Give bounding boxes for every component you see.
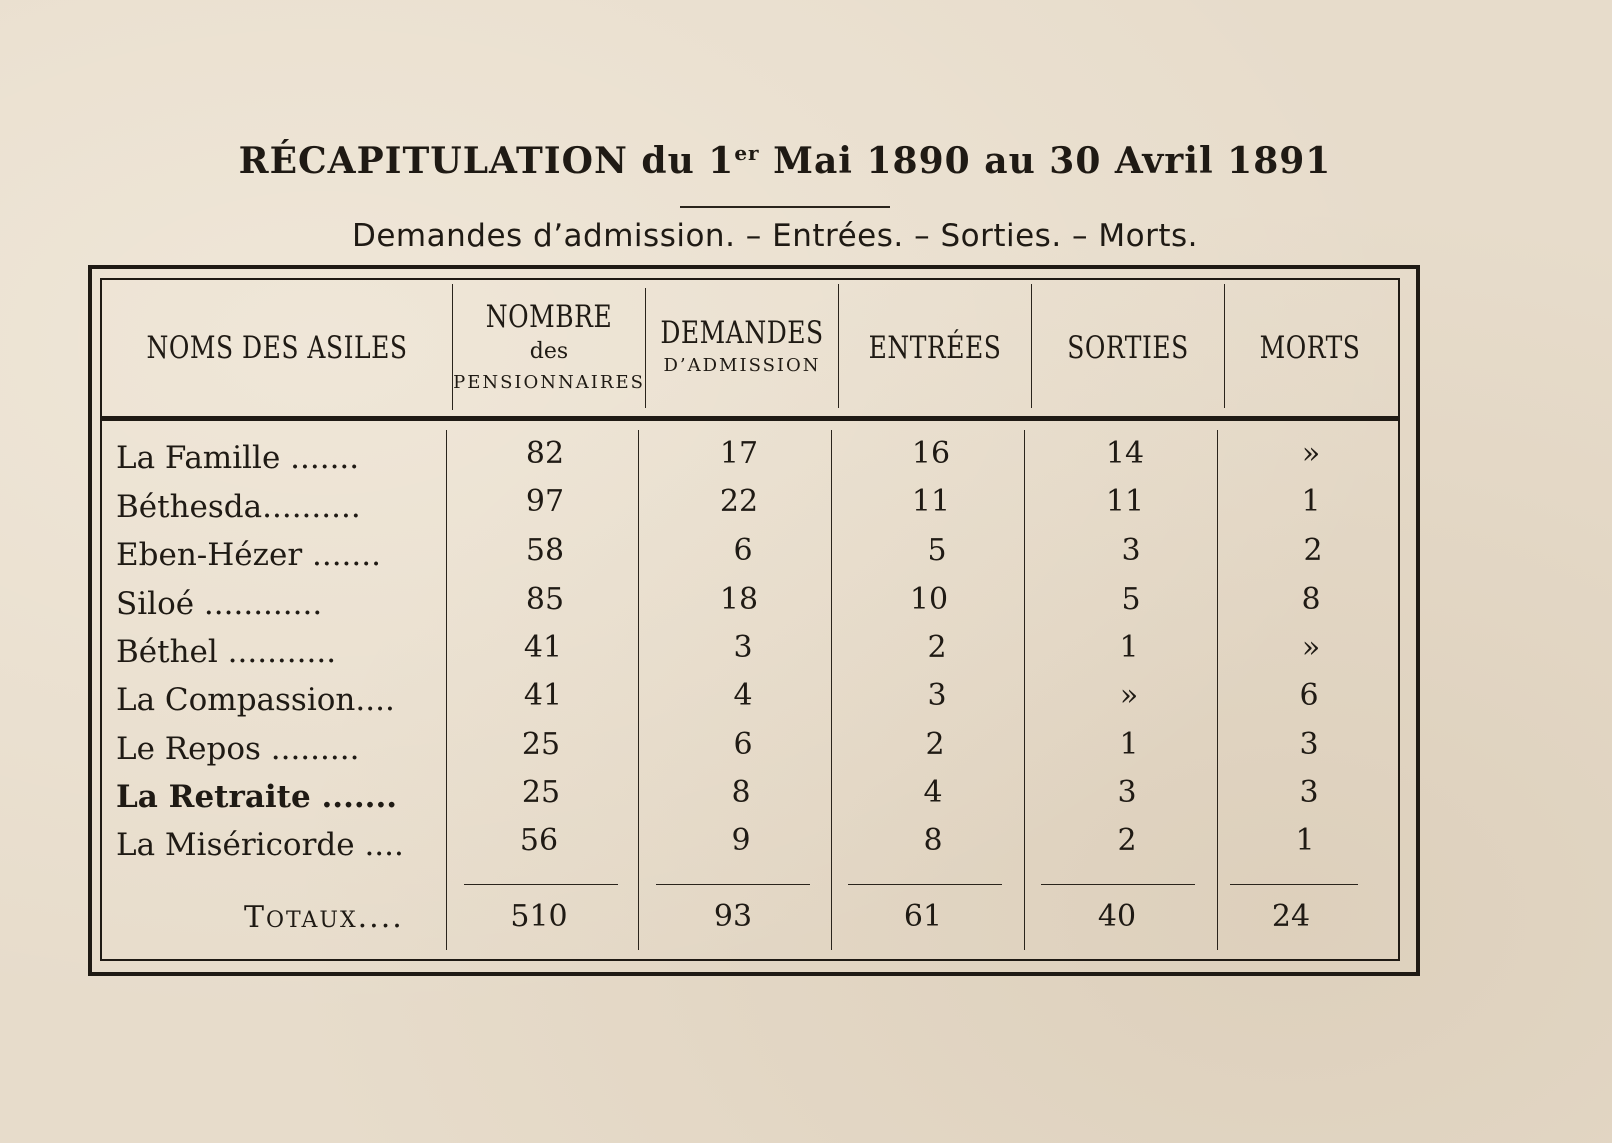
total-entrees: 61	[903, 899, 943, 934]
cell-entrees: 2	[927, 630, 947, 665]
cell-nombre: 97	[525, 484, 565, 519]
row-name: Béthel ...........	[116, 634, 337, 670]
page-title	[0, 140, 1570, 182]
cell-morts: »	[1301, 436, 1321, 471]
totals-label-initial: T	[244, 900, 267, 935]
title-prefix: RÉCAPITULATION du 1	[238, 140, 735, 182]
cell-entrees: 16	[911, 436, 951, 471]
row-name: Le Repos .........	[116, 731, 360, 767]
cell-morts: 6	[1299, 678, 1319, 713]
cell-morts: 3	[1299, 775, 1319, 810]
cell-sorties: 3	[1117, 775, 1137, 810]
cell-entrees: 3	[927, 678, 947, 713]
header-nombre-line1: NOMBRE	[485, 297, 613, 335]
sum-rule	[656, 884, 810, 885]
header-entrees	[840, 282, 1030, 412]
cell-demandes: 22	[719, 484, 759, 519]
title-superscript: er	[734, 141, 760, 165]
cell-demandes: 4	[733, 678, 753, 713]
total-morts: 24	[1271, 899, 1311, 934]
column-divider	[1217, 430, 1218, 950]
cell-sorties: 11	[1105, 484, 1145, 519]
cell-entrees: 8	[923, 823, 943, 858]
cell-nombre: 41	[523, 630, 563, 665]
header-divider	[102, 416, 1398, 421]
row-name: Béthesda..........	[116, 489, 361, 525]
cell-demandes: 8	[731, 775, 751, 810]
cell-sorties: 3	[1121, 533, 1141, 568]
cell-nombre: 25	[521, 775, 561, 810]
totals-label-rest: OTAUX	[266, 908, 358, 933]
cell-demandes: 6	[733, 727, 753, 762]
cell-morts: 2	[1303, 533, 1323, 568]
cell-entrees: 10	[909, 582, 949, 617]
cell-sorties: 14	[1105, 436, 1145, 471]
row-name: La Famille .......	[116, 440, 360, 476]
cell-nombre: 58	[525, 533, 565, 568]
column-divider	[1224, 284, 1225, 408]
header-noms-label: NOMS DES ASILES	[146, 328, 408, 366]
header-morts	[1226, 282, 1394, 412]
cell-nombre: 25	[521, 727, 561, 762]
cell-morts: 3	[1299, 727, 1319, 762]
cell-demandes: 18	[719, 582, 759, 617]
column-divider	[831, 430, 832, 950]
cell-demandes: 6	[733, 533, 753, 568]
cell-nombre: 56	[519, 823, 559, 858]
totals-label-dots: ....	[357, 900, 404, 935]
row-name: Eben-Hézer .......	[116, 537, 381, 573]
cell-sorties: 1	[1119, 727, 1139, 762]
total-sorties: 40	[1097, 899, 1137, 934]
cell-sorties: 1	[1119, 630, 1139, 665]
column-divider	[838, 284, 839, 408]
column-divider	[638, 430, 639, 950]
header-nombre-line2: des	[529, 338, 569, 364]
cell-entrees: 4	[923, 775, 943, 810]
header-sorties	[1033, 282, 1223, 412]
header-sorties-label: SORTIES	[1067, 328, 1189, 366]
header-demandes-line1: DEMANDES	[660, 314, 824, 351]
header-nombre	[454, 282, 644, 412]
sum-rule	[1230, 884, 1358, 885]
cell-sorties: »	[1119, 678, 1139, 713]
cell-sorties: 2	[1117, 823, 1137, 858]
title-suffix: Mai 1890 au 30 Avril 1891	[759, 140, 1332, 182]
cell-morts: 1	[1295, 823, 1315, 858]
header-demandes	[647, 282, 837, 412]
total-nombre: 510	[510, 899, 568, 934]
subtitle: Demandes d’admission. – Entrées. – Sorties. – Morts.	[351, 218, 1199, 254]
row-name: Siloé ............	[116, 586, 323, 622]
cell-nombre: 85	[525, 582, 565, 617]
header-nombre-line3: PENSIONNAIRES	[453, 371, 645, 393]
sum-rule	[1041, 884, 1195, 885]
total-demandes: 93	[713, 899, 753, 934]
cell-nombre: 41	[523, 678, 563, 713]
cell-morts: 8	[1301, 582, 1321, 617]
title-divider	[680, 206, 890, 208]
cell-demandes: 3	[733, 630, 753, 665]
header-demandes-line2: D’ADMISSION	[663, 355, 821, 376]
cell-entrees: 11	[911, 484, 951, 519]
cell-sorties: 5	[1121, 582, 1141, 617]
row-name: La Compassion....	[116, 682, 395, 718]
cell-morts: 1	[1301, 484, 1321, 519]
header-morts-label: MORTS	[1259, 328, 1361, 366]
cell-entrees: 2	[925, 727, 945, 762]
cell-entrees: 5	[927, 533, 947, 568]
column-divider	[1024, 430, 1025, 950]
sum-rule	[848, 884, 1002, 885]
cell-nombre: 82	[525, 436, 565, 471]
sum-rule	[464, 884, 618, 885]
totals-label	[244, 900, 404, 935]
row-name: La Retraite .......	[116, 779, 398, 815]
cell-demandes: 9	[731, 823, 751, 858]
header-entrees-label: ENTRÉES	[868, 328, 1002, 366]
column-divider	[645, 288, 646, 408]
column-divider	[1031, 284, 1032, 408]
header-noms-des-asiles	[104, 282, 450, 412]
cell-demandes: 17	[719, 436, 759, 471]
column-divider	[446, 430, 447, 950]
cell-morts: »	[1301, 630, 1321, 665]
row-name: La Miséricorde ....	[116, 827, 404, 863]
